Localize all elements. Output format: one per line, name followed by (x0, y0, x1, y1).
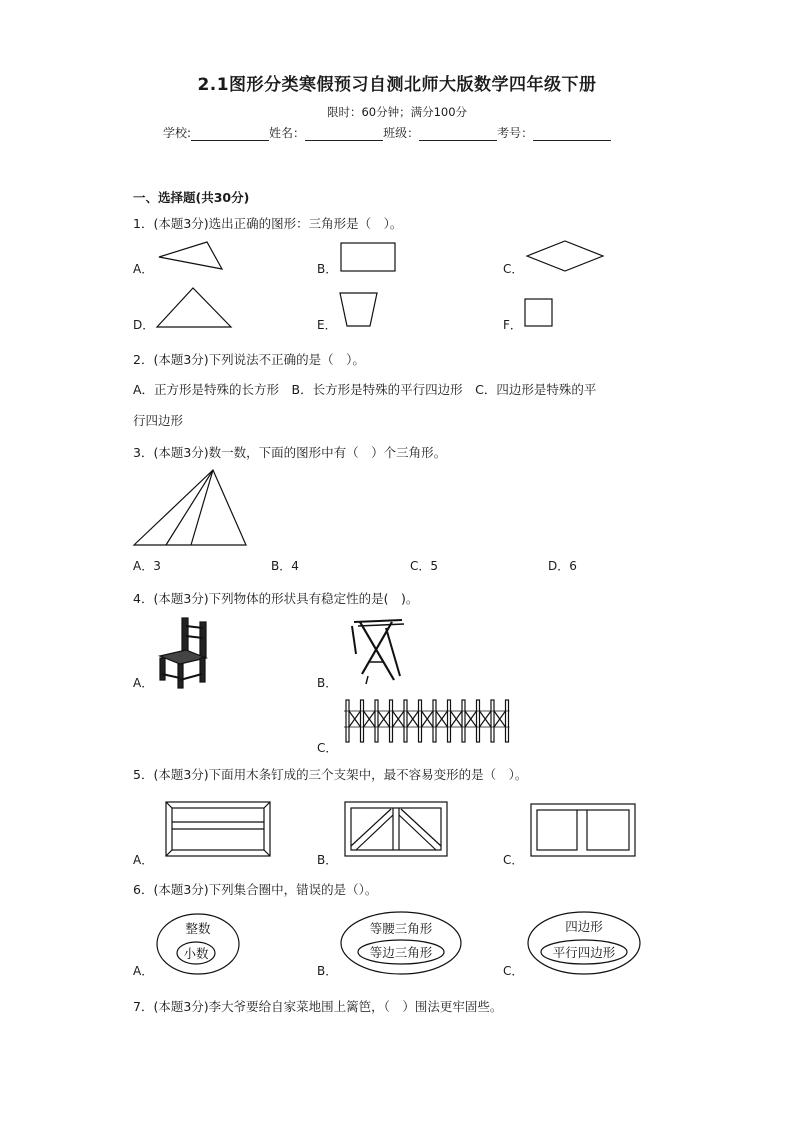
fence-picket (462, 700, 465, 742)
question-2: 2．(本题3分)下列说法不正确的是（ ）。 (133, 352, 365, 367)
q6-venn-c (526, 910, 642, 978)
student-info-line (163, 124, 611, 141)
fence-picket (361, 700, 364, 742)
fence-picket (491, 700, 494, 742)
fence-picket (419, 700, 422, 742)
question-7: 7．(本题3分)李大爷要给自家菜地围上篱笆，（ ）围法更牢固些。 (133, 999, 503, 1014)
q2-options-line1: A．正方形是特殊的长方形 B．长方形是特殊的平行四边形 C．四边形是特殊的平 (133, 382, 597, 397)
q1-figure-d-triangle (156, 286, 234, 330)
q1-figure-e-trapezoid (339, 292, 381, 330)
q1-option-f[interactable]: F． (503, 318, 522, 332)
class-blank[interactable] (419, 128, 497, 141)
q4-chair-image (156, 616, 210, 688)
fence-picket (448, 700, 451, 742)
q1-option-d[interactable]: D． (133, 318, 155, 332)
q5-frame-c (530, 803, 638, 859)
q5-frame-b (344, 801, 450, 859)
q1-figure-c-rhombus (526, 240, 606, 274)
q1-option-e[interactable]: E． (317, 318, 337, 332)
class-label: 班级： (383, 126, 420, 140)
school-label: 学校: (163, 126, 192, 140)
q1-figure-f-square (524, 298, 554, 328)
venn-b-outer-label: 等腰三角形 (369, 921, 433, 936)
q1-figure-b-rectangle (340, 242, 398, 274)
exam-no-label: 考号： (497, 126, 534, 140)
q6-option-a[interactable]: A． (133, 964, 154, 978)
fence-picket (506, 700, 509, 742)
q1-option-a[interactable]: A． (133, 262, 154, 276)
q5-option-c[interactable]: C． (503, 853, 524, 867)
q5-option-a[interactable]: A． (133, 853, 154, 867)
q1-option-b[interactable]: B． (317, 262, 338, 276)
name-label: 姓名： (269, 126, 306, 140)
q6-venn-a (155, 912, 243, 978)
section-heading: 一、选择题(共30分) (133, 190, 250, 205)
question-5: 5．(本题3分)下面用木条钉成的三个支架中，最不容易变形的是（ ）。 (133, 767, 528, 782)
venn-c-outer-label: 四边形 (565, 919, 603, 934)
q1-option-c[interactable]: C． (503, 262, 524, 276)
name-blank[interactable] (305, 128, 383, 141)
q4-fence-image (343, 697, 519, 747)
q5-option-b[interactable]: B． (317, 853, 338, 867)
venn-a-outer-label: 整数 (185, 921, 211, 936)
q3-option-a[interactable]: A．3 (133, 559, 161, 573)
q6-option-b[interactable]: B． (317, 964, 338, 978)
q4-folding-rack-image (350, 618, 408, 686)
fence-picket (404, 700, 407, 742)
q4-option-a[interactable]: A． (133, 676, 154, 690)
q6-option-c[interactable]: C． (503, 964, 524, 978)
q2-options-line2: 行四边形 (133, 413, 184, 428)
question-3: 3．(本题3分)数一数，下面的图形中有（ ）个三角形。 (133, 445, 447, 460)
time-limit: 限时：60分钟；满分100分 (326, 105, 468, 119)
q3-triangle-figure (133, 469, 249, 549)
q5-frame-a (165, 801, 273, 859)
question-6: 6．(本题3分)下列集合圈中，错误的是（）。 (133, 882, 378, 897)
fence-picket (346, 700, 349, 742)
q3-option-b[interactable]: B．4 (271, 559, 299, 573)
q4-option-c[interactable]: C． (317, 741, 338, 755)
school-blank[interactable] (191, 128, 269, 141)
q3-option-d[interactable]: D．6 (548, 559, 577, 573)
fence-picket (477, 700, 480, 742)
q1-figure-a-triangle (158, 240, 224, 272)
fence-picket (375, 700, 378, 742)
fence-picket (390, 700, 393, 742)
q4-option-b[interactable]: B． (317, 676, 338, 690)
venn-a-inner-label: 小数 (183, 946, 209, 961)
q3-option-c[interactable]: C．5 (410, 559, 439, 573)
question-1: 1．(本题3分)选出正确的图形：三角形是（ ）。 (133, 216, 403, 231)
q6-venn-b (339, 910, 465, 978)
venn-b-inner-label: 等边三角形 (369, 945, 433, 960)
venn-c-inner-label: 平行四边形 (552, 945, 616, 960)
fence-picket (433, 700, 436, 742)
exam-no-blank[interactable] (533, 128, 611, 141)
question-4: 4．(本题3分)下列物体的形状具有稳定性的是( )。 (133, 591, 419, 606)
page-title: 2.1图形分类寒假预习自测北师大版数学四年级下册 (197, 75, 597, 95)
